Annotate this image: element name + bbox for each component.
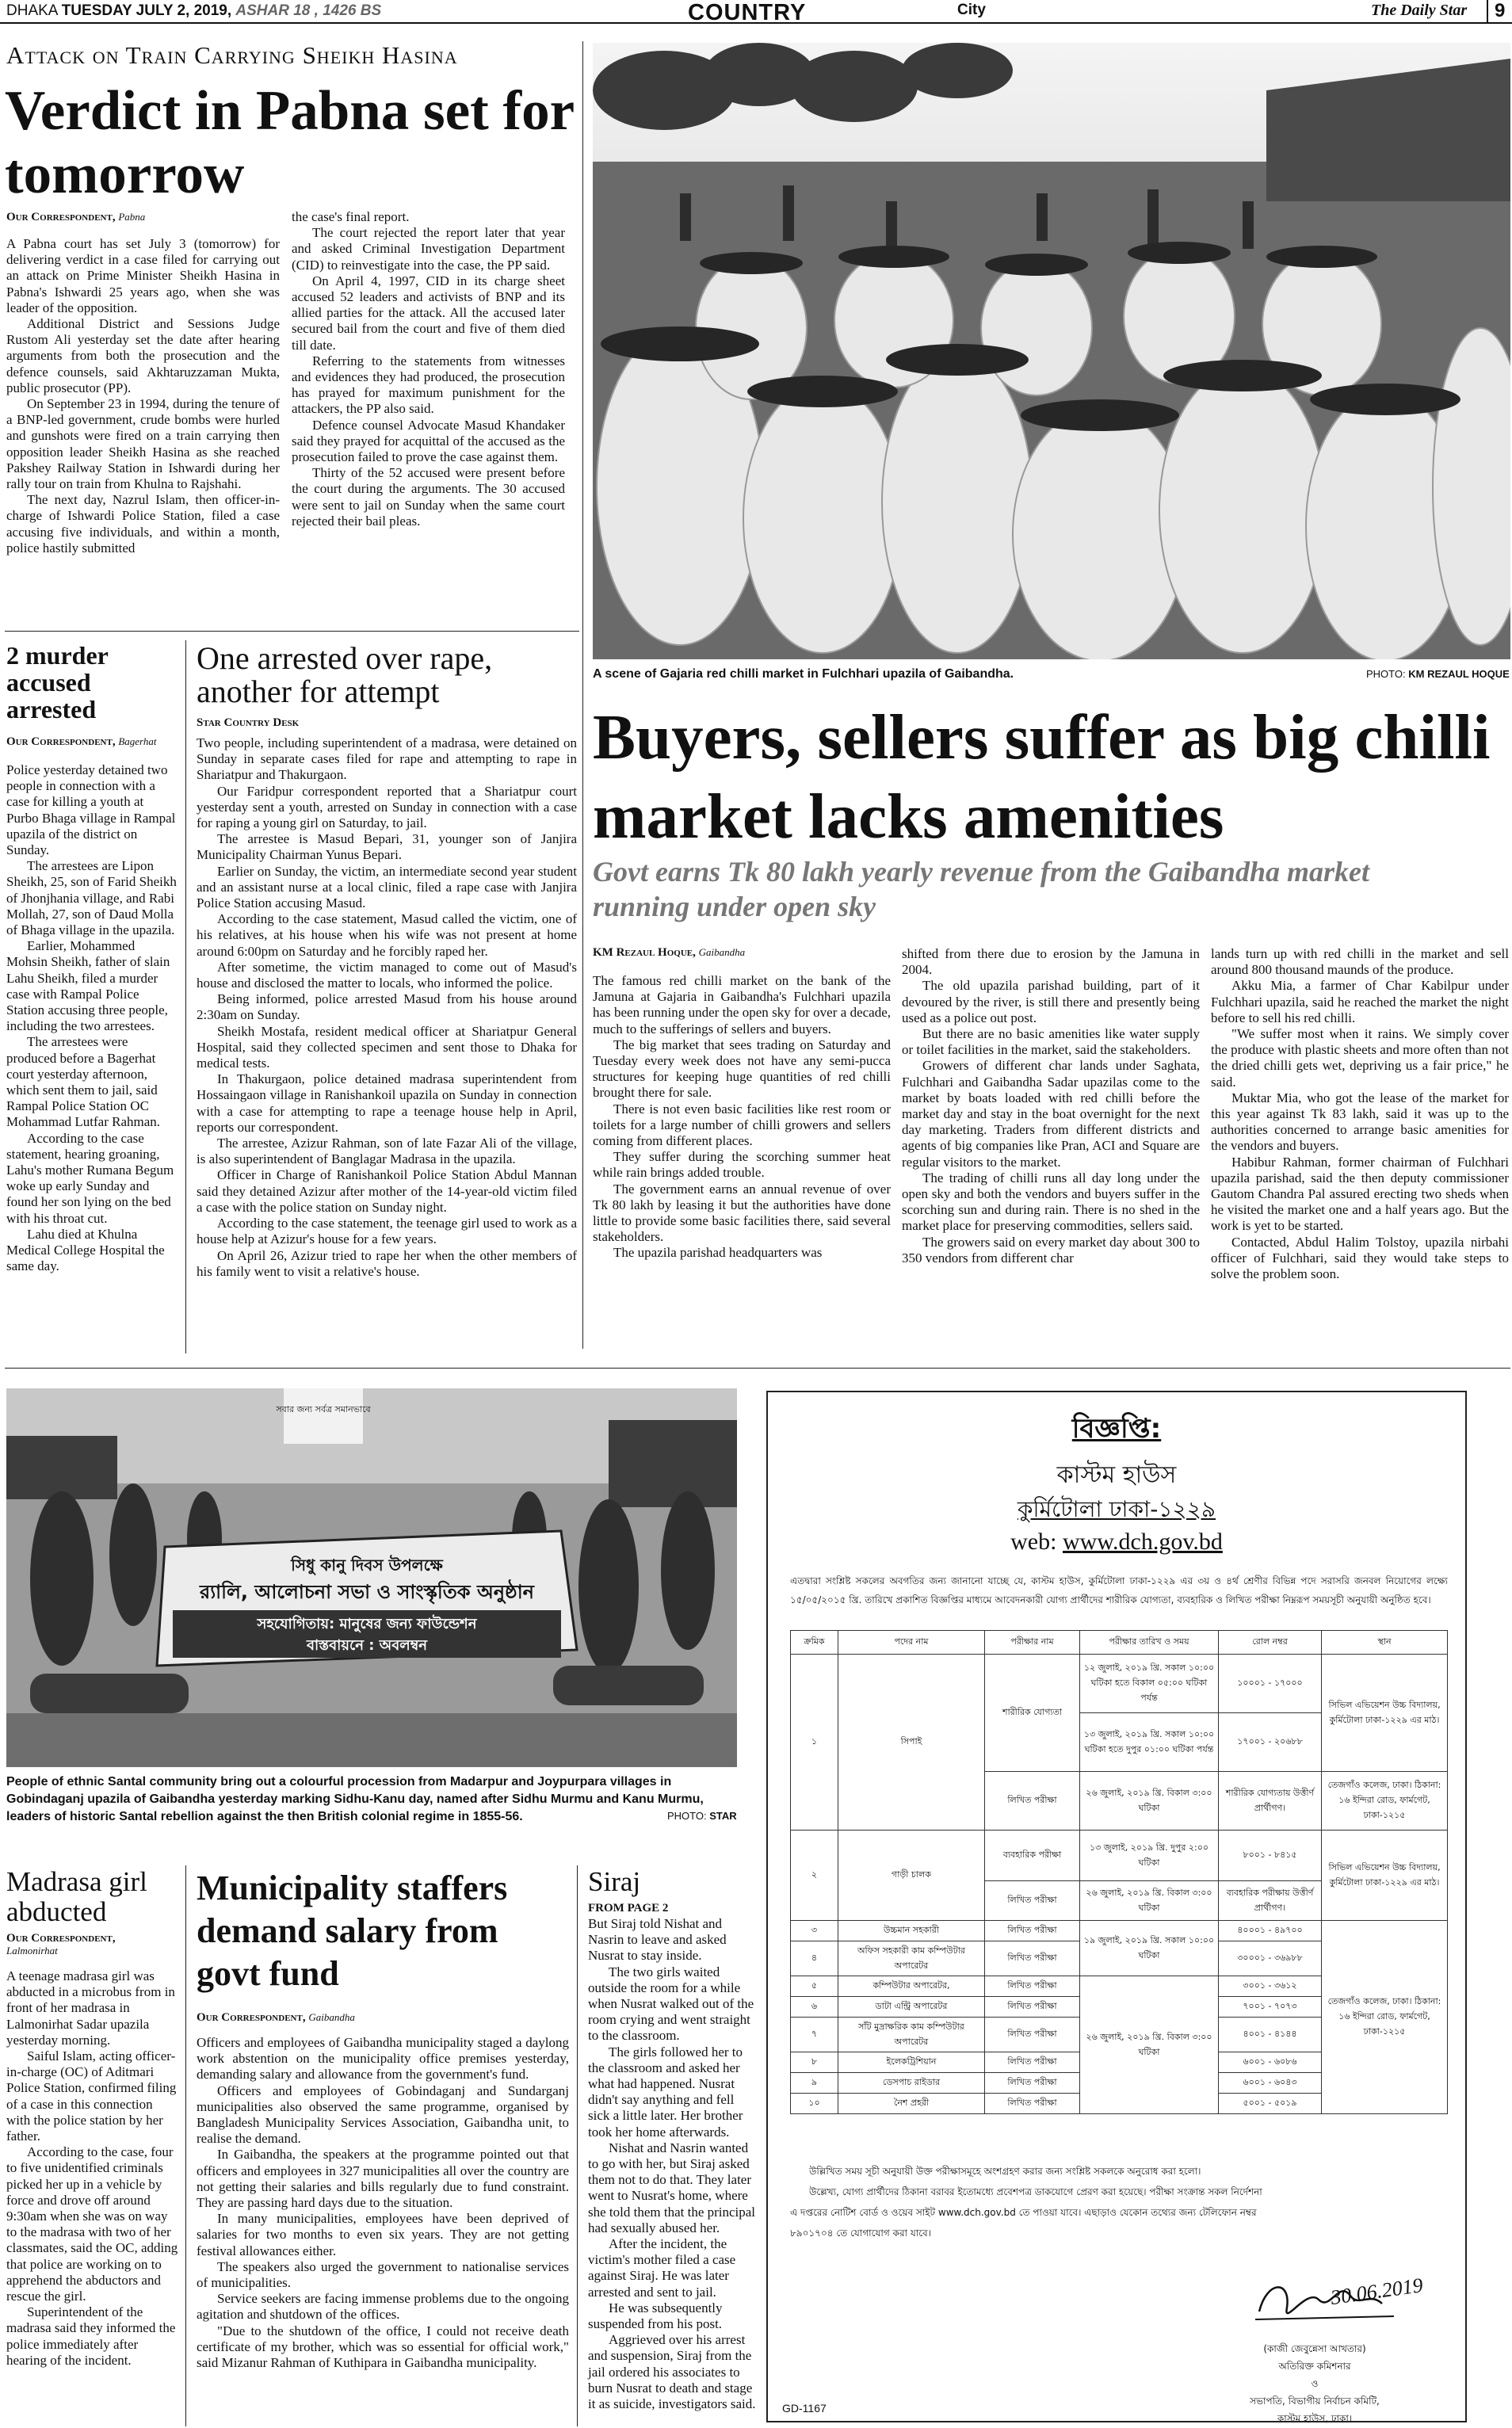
table-row: ৩ উচ্চমান সহকারী লিখিত পরীক্ষা ১৯ জুলাই, ২০১৯ খ্রি. সকাল ১০:০০ ঘটিকা ৪০০০১ - ৪৯৭০০ তেজগাঁও কলেজ, ঢাকা। ঠিকানা: ১৬ ইন্দিরা রোড, ফার্মগেট, ঢাকা-১২১৫ (791, 1921, 1448, 1941)
rape-body: Two people, including superintendent of a madrasa, were detained on Sunday in separate cases filed for rape and attempting to rape in Shariatpur and Thakurgaon. Our Faridpur correspondent reported that a Shariatpur court yesterday sent a youth, arrested on Sunday in connection with a case for raping a young girl on Saturday, to jail. The arrestee is Masud Bepari, 31, younger son of Janjira Municipality Chairman Yunus Bepari. Earlier on Sunday, the victim, an intermediate second year student and an assistant nurse at a local clinic, filed a rape case with Janjira Police Station accusing Masud. According to the case statement, Masud called the victim, one of his relatives, at his house when his wife was not present at home around 6:00pm on Saturday and he forcibly raped her. After sometime, the victim managed to come out of Masud's house and disclosed the matter to locals, who informed the police. Being informed, police arrested Masud from his house around 2:30am on Sunday. Sheikh Mostafa, resident medical officer at Shariatpur General Hospital, said they collected specimen and sent those to Dhaka for medical tests. In Thakurgaon, police detained madrasa superintendent from Hossaingaon village in Ranishankoil upazila on Sunday in connection with a case for attempting to rape a teenage house help in April, reports our correspondent. The arrestee, Azizur Rahman, son of late Fazar Ali of the village, is also superintendent of Banglagar Madrasa in the upazila. Officer in Charge of Ranishankoil Police Station Abdul Mannan said they detained Azizur after mother of the 14-year-old victim filed a case with the police station on Sunday night. According to the case statement, the teenage girl used to work as a house help at Azizur's house for a few years. On April 26, Azizur tried to rape her when the other members of his family went to visit a relative's house. (197, 735, 577, 1279)
ad-code: GD-1167 (782, 2402, 827, 2415)
column-rule (185, 640, 186, 1353)
table-row: ৫ কম্পিউটার অপারেটর, লিখিত পরীক্ষা ২৬ জুলাই, ২০১৯ খ্রি. বিকাল ৩:০০ ঘটিকা ৩০০১ - ৩৬১২ (791, 1976, 1448, 1997)
chilli-byline: KM Rezaul Hoque, Gaibandha (593, 946, 746, 959)
siraj-headline: Siraj (588, 1866, 641, 1897)
subsection-name: City (957, 2, 986, 18)
chilli-headline: Buyers, sellers suffer as big chilli market lacks amenities (593, 701, 1491, 852)
table-row: ৪ অফিস সহকারী কাম কম্পিউটার অপারেটর লিখিত পরীক্ষা ৩০০০১ - ৩৬৯৮৮ (791, 1941, 1448, 1976)
siraj-jump-line: FROM PAGE 2 (588, 1902, 669, 1915)
ad-signer: (কাজী জেবুন্নেসা আখতার) অতিরিক্ত কমিশনার ও সভাপতি, বিভাগীয় নির্বাচন কমিটি, কাস্টম হাউস, ঢাকা। (1250, 2343, 1380, 2424)
pabna-column-1: A Pabna court has set July 3 (tomorrow) for delivering verdict in a case filed for carrying out an attack on Prime Minister Sheikh Hasina in Pabna's Ishwardi 25 years ago, when she was leader of the opposition. Additional District and Sessions Judge Rustom Ali yesterday set the date after hearing arguments from both the prosecution and the defence counsels, said Akhtaruzzaman Mukta, public prosecutor (PP). On September 23 in 1994, during the tenure of a BNP-led government, crude bombs were hurled and gunshots were fired on a train carrying then opposition leader Sheikh Hasina as she reached Pakshey Railway Station in Ishwardi during her rally tour on train from Khulna to Rajshahi. The next day, Nazrul Islam, then officer-in-charge of Ishwardi Police Station, filed a case accusing five individuals, and within a month, police hastily submitted (6, 236, 280, 555)
page-number: 9 (1487, 0, 1505, 22)
municipality-byline: Our Correspondent, Gaibandha (197, 2011, 355, 2024)
rape-headline: One arrested over rape, another for attempt (197, 640, 493, 709)
murder-body: Police yesterday detained two people in connection with a case for killing a youth at Purbo Bhaga village in Rampal upazila of the district on Sunday. The arrestees are Lipon Sheikh, 25, son of Farid Sheikh of Jhonjhania village, and Rabi Mollah, 27, son of Daud Molla of Bhaga village in the upazila. Earlier, Mohammed Mohsin Sheikh, father of slain Lahu Sheikh, filed a murder case with Rampal Police Station accusing three people, including the two arrestees. The arrestees were produced before a Bagerhat court yesterday afternoon, which sent them to jail, said Rampal Police Station OC Mohammad Lutfar Rahman. According to the case statement, hearing groaning, Lahu's mother Rumana Begum woke up early Sunday and found her son lying on the bed with his throat cut. Lahu died at Khulna Medical College Hospital the same day. (6, 762, 177, 1274)
table-row: ৮ ইলেকট্রিশিয়ান লিখিত পরীক্ষা ৬০০১ - ৬০৮৬ (791, 2052, 1448, 2073)
ad-website: web: www.dch.gov.bd (1010, 1529, 1223, 1555)
column-header: রোল নম্বর (1219, 1631, 1322, 1655)
banner-line-2: র‍্যালি, আলোচনা সভা ও সাংস্কৃতিক অনুষ্ঠান (200, 1581, 534, 1603)
ad-intro: এতদ্বারা সংশ্লিষ্ট সকলের অবগতির জন্য জানানো যাচ্ছে যে, কাস্টম হাউস, কুর্মিটোলা ঢাকা-১২২৯ এর ৩য় ও ৪র্থ শ্রেণীর বিভিন্ন পদে সরাসরি জনবল নিয়োগের লক্ষ্যে ১৫/০৫/২০১৫ খ্রি. তারিখে প্রকাশিত বিজ্ঞপ্তির মাধ্যমে আবেদনকারী যোগ্য প্রার্থীদের শারীরিক যোগ্যতা, ব্যবহারিক ও লিখিত পরীক্ষা নিম্নরূপ সময়সূচী অনুযায়ী অনুষ্ঠিত হবে। (790, 1575, 1448, 1605)
chilli-column-2: shifted from there due to erosion by the Jamuna in 2004. The old upazila parishad building, part of it devoured by the river, is still there and presently being used as a police out post. But there are no basic amenities like water supply or toilet facilities in the market, said the stakeholders. Growers of different char lands under Saghata, Fulchhari and Gaibandha Sadar upazilas come to the market by boats loaded with red chilli before the market day and stay in the boat overnight for the next day marketing. Traders from different districts and agents of big companies like Pran, ACI and Square are regular visitors to the market. The trading of chilli runs all day long under the open sky and both the vendors and buyers suffer in the scorching sun and during rain. There is no shed in the market place for preserving commodities, sellers said. The growers said on every market day about 300 to 350 vendors from different char (902, 946, 1200, 1266)
pabna-byline: Our Correspondent, Pabna (6, 211, 146, 223)
table-header-row (791, 1631, 1448, 1655)
table-row: ১ সিপাই শারীরিক যোগ্যতা ১২ জুলাই, ২০১৯ খ্রি. সকাল ১০:০০ ঘটিকা হতে বিকাল ০৫:০০ ঘটিকা পর্যন্ত ১০০০১ - ১৭০০০ সিভিল এভিয়েশন উচ্চ বিদ্যালয়, কুর্মিটোলা ঢাকা-১২২৯ এর মাঠ। (791, 1655, 1448, 1713)
chilli-column-1: The famous red chilli market on the bank of the Jamuna at Gajaria in Gaibandha's Fulchhari upazila has been running under the open sky for over a decade, much to the sufferings of sellers and buyers. The big market that sees trading on Saturday and Tuesday every week does not have any semi-pucca structures for keeping huge quantities of red chilli brought there for sale. There is not even basic facilities like rest room or toilets for a large number of chilli growers and sellers coming from different places. They suffer during the scorching summer heat while rain brings added trouble. The government earns an annual revenue of over Tk 80 lakh by leasing it but the authorities have done little to provide some basic facilities there, said several stakeholders. The upazila parishad headquarters was (593, 973, 891, 1261)
banner-line-4: বাস্তবায়নে : অবলম্বন (306, 1637, 428, 1654)
table-row: ৬ ডাটা এন্ট্রি অপারেটর লিখিত পরীক্ষা ৭০০১ - ৭০৭৩ (791, 1997, 1448, 2018)
chilli-market-photo (593, 43, 1510, 659)
chilli-photo-caption: A scene of Gajaria red chilli market in Fulchhari upazila of Gaibandha. (593, 667, 1014, 681)
rape-byline: Star Country Desk (197, 716, 300, 729)
customs-house-notice-ad (766, 1391, 1467, 2422)
column-rule (577, 1865, 578, 2426)
ad-notice: উল্লিখিত সময় সূচী অনুযায়ী উক্ত পরীক্ষাসমূহে অংশগ্রহণ করার জন্য সংশ্লিষ্ট সকলকে অনুরোধ করা হলো। উল্লেখ্য, যোগ্য প্রার্থীদের ঠিকানা বরাবর ইতোমধ্যে প্রবেশপত্র ডাকযোগে প্রেরণ করা হয়েছে। পরীক্ষা সংক্রান্ত সকল নির্দেশনা এ দপ্তরের নোটিশ বোর্ড ও ওয়েব সাইট www.dch.gov.bd তে পাওয়া যাবে। এছাড়াও যেকোন তথ্যের জন্য টেলিফোন নম্বর ৮৯০১৭০৪ তে যোগাযোগ করা যাবে। (790, 2166, 1262, 2239)
ad-address: কুর্মিটোলা ঢাকা-১২২৯ (1017, 1496, 1216, 1522)
issue-date: DHAKA TUESDAY JULY 2, 2019, ASHAR 18 , 1426 BS (6, 2, 382, 19)
santal-photo-credit: PHOTO: STAR (667, 1810, 737, 1822)
pabna-column-2: the case's final report. The court rejected the report later that year and asked Criminal Investigation Department (CID) to reinvestigate into the case, the PP said. On April 4, 1997, CID in its charge sheet accused 52 leaders and activists of BNP and its allied parties for the attack. All the accused later secured bail from the court and five of them died till date. Referring to the statements from witnesses and evidences they had produced, the prosecution has prayed for maximum punishment for the attackers, the PP also said. Defence counsel Advocate Masud Khandaker said they prayed for acquittal of the accused as the prosecution failed to prove the case against them. Thirty of the 52 accused were present before the court during the arguments. The 30 accused were sent to jail on Sunday when the same court rejected their bail pleas. (292, 209, 565, 529)
chilli-photo-credit: PHOTO: KM REZAUL HOQUE (1366, 668, 1510, 680)
placard-text: সবার জন্য সর্বত্র সমানভাবে (276, 1404, 371, 1414)
pabna-headline: Verdict in Pabna set for tomorrow (5, 80, 574, 205)
murder-headline: 2 murder accused arrested (6, 641, 109, 723)
column-header: পরীক্ষার তারিখ ও সময় (1080, 1631, 1219, 1655)
section-rule (5, 1368, 1510, 1369)
madrasa-byline: Our Correspondent, Lalmonirhat (6, 1932, 116, 1957)
exam-schedule-table (790, 1630, 1448, 2114)
murder-byline: Our Correspondent, Bagerhat (6, 735, 157, 748)
ad-website-link[interactable]: www.dch.gov.bd (1062, 1529, 1223, 1555)
santal-photo-caption: People of ethnic Santal community bring out a colourful procession from Madarpur and Joypurpara villages in Gobindaganj upazila of Gaibandha yesterday marking Sidhu-Kanu day, named after Sidhu Murmu and Kanu Murmu, leaders of historic Santal rebellion against the then British colonial regime in 1855-56. (6, 1775, 704, 1823)
table-row: ১৩ জুলাই, ২০১৯ খ্রি. সকাল ১০:০০ ঘটিকা হতে দুপুর ০১:০০ ঘটিকা পর্যন্ত ১৭০০১ - ২০৬৮৮ (791, 1713, 1448, 1772)
section-name: COUNTRY (688, 0, 807, 25)
ad-organization: কাস্টম হাউস (1056, 1461, 1177, 1489)
madrasa-headline: Madrasa girl abducted (6, 1866, 147, 1927)
santal-procession-photo (6, 1388, 737, 1767)
chilli-market-image (593, 43, 1510, 659)
masthead (0, 0, 1512, 24)
column-header: পদের নাম (838, 1631, 985, 1655)
ad-title: বিজ্ঞপ্তি: (1071, 1413, 1162, 1445)
banner-line-3: সহযোগিতায়: মানুষের জন্য ফাউন্ডেশন (257, 1616, 477, 1632)
table-row: ১০ নৈশ প্রহরী লিখিত পরীক্ষা ৫০০১ - ৫০১৯ (791, 2094, 1448, 2114)
table-row: ৯ ডেসপাচ রাইডার লিখিত পরীক্ষা ৬০০১ - ৬০৪৩ (791, 2073, 1448, 2094)
chilli-subhead: Govt earns Tk 80 lakh yearly revenue from the Gaibandha market running under open sky (593, 856, 1369, 922)
column-rule (185, 1865, 186, 2426)
signature-date: 30.06.2019 (1329, 2273, 1425, 2310)
table-row: লিখিত পরীক্ষা ২৬ জুলাই, ২০১৯ খ্রি. বিকাল ৩:০০ ঘটিকা শারীরিক যোগ্যতায় উত্তীর্ণ প্রার্থীগণ। তেজগাঁও কলেজ, ঢাকা। ঠিকানা: ১৬ ইন্দিরা রোড, ফার্মগেট, ঢাকা-১২১৫ (791, 1772, 1448, 1831)
pabna-kicker: Attack on Train Carrying Sheikh Hasina (6, 41, 458, 69)
chilli-column-3: lands turn up with red chilli in the market and sell around 800 thousand maunds of the produce. Akku Mia, a farmer of Char Kabilpur under Fulchhari upazila, said he reached the market the night before to sell his red chilli. "We suffer most when it rains. We simply cover the produce with plastic sheets and more often than not the dried chilli gets wet, depriving us a fair price," he said. Muktar Mia, who got the lease of the market for this year against Tk 83 lakh, said it was up to the authorities concerned to arrange basic amenities for the vendors and buyers. Habibur Rahman, former chairman of Fulchhari upazila parishad, said the then deputy commissioner Gautom Chandra Pal assured erecting two sheds when he visited the market one and a half years ago. But the work is yet to be started. Contacted, Abdul Halim Tolstoy, upazila nirbahi officer of Fulchhari, said they would take steps to solve the problem soon. (1211, 946, 1509, 1282)
column-header: ক্রমিক (791, 1631, 838, 1655)
municipality-body: Officers and employees of Gaibandha municipality staged a daylong work abstention on the municipality office premises yesterday, demanding salary and allowance from the government's fund. Officers and employees of Gobindaganj and Sundarganj municipalities also observed the same programme, organised by Bangladesh Municipality Services Association, Gaibandha unit, to realise the demand. In Gaibandha, the speakers at the programme pointed out that officers and employees in 327 municipalities all over the country are not getting their salaries and bills regularly due to fund constraint. They are passing hard days due to the situation. In many municipalities, employees have been deprived of salaries for two months to even six years. They are not getting festival allowances either. The speakers also urged the government to nationalise services of municipalities. Service seekers are facing immense problems due to the ongoing agitation and shutdown of the offices. "Due to the shutdown of the office, I could not receive death certificate of my brother, which was so essential for official work," said Mizanur Rahman of Kuthipara in Gaibandha municipality. (197, 2035, 569, 2371)
banner-line-1: সিধু কানু দিবস উপলক্ষে (291, 1556, 443, 1575)
madrasa-body: A teenage madrasa girl was abducted in a microbus from in front of her madrasa in Lalmonirhat Sadar upazila yesterday morning. Saiful Islam, acting officer-in-charge (OC) of Aditmari Police Station, confirmed filing of a case in this connection with the police station by her father. According to the case, four to five unidentified criminals picked her up in a vehicle by force and drove off around 9:30am when she was on way to the madrasa with two of her classmates, said the OC, adding that police are working on to apprehend the abductors and rescue the girl. Superintendent of the madrasa said they informed the police immediately after hearing of the incident. (6, 1968, 178, 2368)
municipality-headline: Municipality staffers demand salary from govt fund (197, 1869, 508, 1993)
siraj-body: But Siraj told Nishat and Nasrin to leave and asked Nusrat to stay inside. The two girls waited outside the room for a while when Nusrat walked out of the room crying and went straight to the classroom. The girls followed her to the classroom and asked her what had happened. Nusrat didn't say anything and fell sick a little later. Her brother took her home afterwards. Nishat and Nasrin wanted to go with her, but Siraj asked them not to do that. They later went to Nusrat's home, where she told them that the principal had sexually abused her. After the incident, the victim's mother filed a case against Siraj. He was later arrested and sent to jail. He was subsequently suspended from his post. Aggrieved over his arrest and suspension, Siraj from the jail ordered his associates to burn Nusrat to death and stage it as suicide, investigators said. (588, 1916, 756, 2412)
column-header: স্থান (1322, 1631, 1448, 1655)
table-row: ২ গাড়ী চালক ব্যবহারিক পরীক্ষা ১৩ জুলাই, ২০১৯ খ্রি. দুপুর ২:০০ ঘটিকা ৮০০১ - ৮৪১৫ সিভিল এভিয়েশন উচ্চ বিদ্যালয়, কুর্মিটোলা ঢাকা-১২২৯ এর মাঠ। (791, 1831, 1448, 1881)
signature (1243, 2264, 1434, 2335)
santal-procession-image (6, 1388, 737, 1767)
newspaper-logo: The Daily Star (1371, 2, 1468, 19)
table-row: ৭ সাঁট মুদ্রাক্ষরিক কাম কম্পিউটার অপারেটর লিখিত পরীক্ষা ৪০০১ - ৪১৪৪ (791, 2018, 1448, 2052)
section-rule (5, 631, 579, 632)
column-rule (582, 41, 583, 1349)
column-header: পরীক্ষার নাম (985, 1631, 1080, 1655)
table-row: লিখিত পরীক্ষা ২৬ জুলাই, ২০১৯ খ্রি. বিকাল ৩:০০ ঘটিকা ব্যবহারিক পরীক্ষায় উত্তীর্ণ প্রার্থীগণ। (791, 1881, 1448, 1921)
